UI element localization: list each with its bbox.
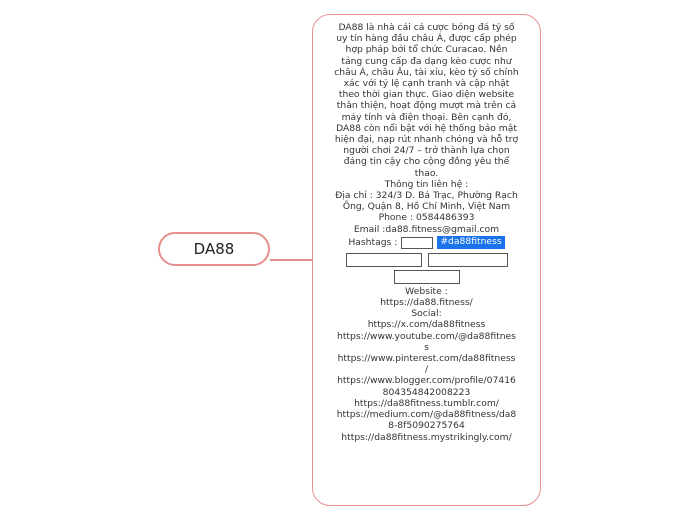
- description-line: DA88 là nhà cái cá cược bóng đá tỷ số: [338, 22, 515, 33]
- website-label: Website :: [405, 285, 448, 297]
- hashtag-empty-box[interactable]: [394, 270, 460, 284]
- root-node[interactable]: [158, 232, 270, 266]
- topic-node[interactable]: [312, 14, 541, 506]
- description-line: theo thời gian thực. Giao diện website: [338, 89, 515, 101]
- root-node-label: DA88: [193, 240, 235, 258]
- description-line: DA88 còn nổi bật với hệ thống bảo mật: [336, 122, 517, 134]
- description-line: thân thiện, hoạt động mượt mà trên cả: [336, 100, 517, 112]
- address-line: Ông, Quận 8, Hồ Chí Minh, Việt Nam: [342, 201, 511, 213]
- social-link[interactable]: https://medium.com/@da88fitness/da8: [336, 409, 517, 421]
- contact-heading: Thông tin liên hệ :: [384, 178, 469, 190]
- social-link[interactable]: https://www.blogger.com/profile/07416: [337, 375, 516, 387]
- contact-block: [321, 179, 532, 235]
- hashtag-box-row: [321, 253, 532, 267]
- description-line: máy tính và điện thoại. Bên cạnh đó,: [341, 111, 512, 123]
- description-line: thao.: [414, 167, 439, 179]
- hashtags-label: Hashtags :: [348, 237, 398, 249]
- description-block: [321, 22, 532, 179]
- social-link[interactable]: s: [424, 341, 429, 353]
- hashtag-empty-box[interactable]: [428, 253, 508, 267]
- social-link[interactable]: https://x.com/da88fitness: [367, 319, 486, 331]
- social-link[interactable]: https://www.youtube.com/@da88fitnes: [337, 330, 516, 342]
- links-block: [321, 286, 532, 443]
- hashtag-box-row: [321, 270, 532, 284]
- social-link[interactable]: https://da88fitness.mystrikingly.com/: [341, 431, 512, 443]
- email-line: Email :da88.fitness@gmail.com: [353, 223, 500, 235]
- hashtag-empty-box[interactable]: [401, 237, 433, 249]
- website-link[interactable]: https://da88.fitness/: [380, 297, 473, 309]
- social-link[interactable]: https://www.pinterest.com/da88fitness: [337, 353, 516, 365]
- hashtag-empty-box[interactable]: [346, 253, 422, 267]
- description-line: hợp pháp bởi tổ chức Curacao. Nền: [345, 44, 508, 56]
- description-line: hiện đại, nạp rút nhanh chóng và hỗ trợ: [334, 134, 519, 146]
- social-link[interactable]: /: [424, 364, 429, 376]
- description-line: xác với tỷ lệ cạnh tranh và cập nhật: [343, 78, 510, 90]
- description-line: tảng cung cấp đa dạng kèo cược như: [341, 55, 512, 67]
- address-line: Địa chỉ : 324/3 D. Bá Trạc, Phường Rạch: [335, 190, 518, 202]
- phone-line: Phone : 0584486393: [378, 212, 475, 224]
- description-line: đáng tin cậy cho cộng đồng yêu thể: [343, 156, 510, 168]
- description-line: người chơi 24/7 – trở thành lựa chọn: [343, 145, 510, 157]
- description-line: uy tín hàng đầu châu Á, được cấp phép: [336, 33, 517, 45]
- social-link[interactable]: 8-8f5090275764: [388, 420, 465, 432]
- social-label: Social:: [411, 308, 442, 320]
- description-line: châu Á, châu Âu, tài xỉu, kèo tỷ số chính: [334, 66, 519, 78]
- social-link[interactable]: https://da88fitness.tumblr.com/: [354, 397, 499, 409]
- social-link[interactable]: 804354842008223: [382, 386, 471, 398]
- hashtag-row: [321, 236, 532, 250]
- hashtag-chip[interactable]: #da88fitness: [437, 236, 504, 249]
